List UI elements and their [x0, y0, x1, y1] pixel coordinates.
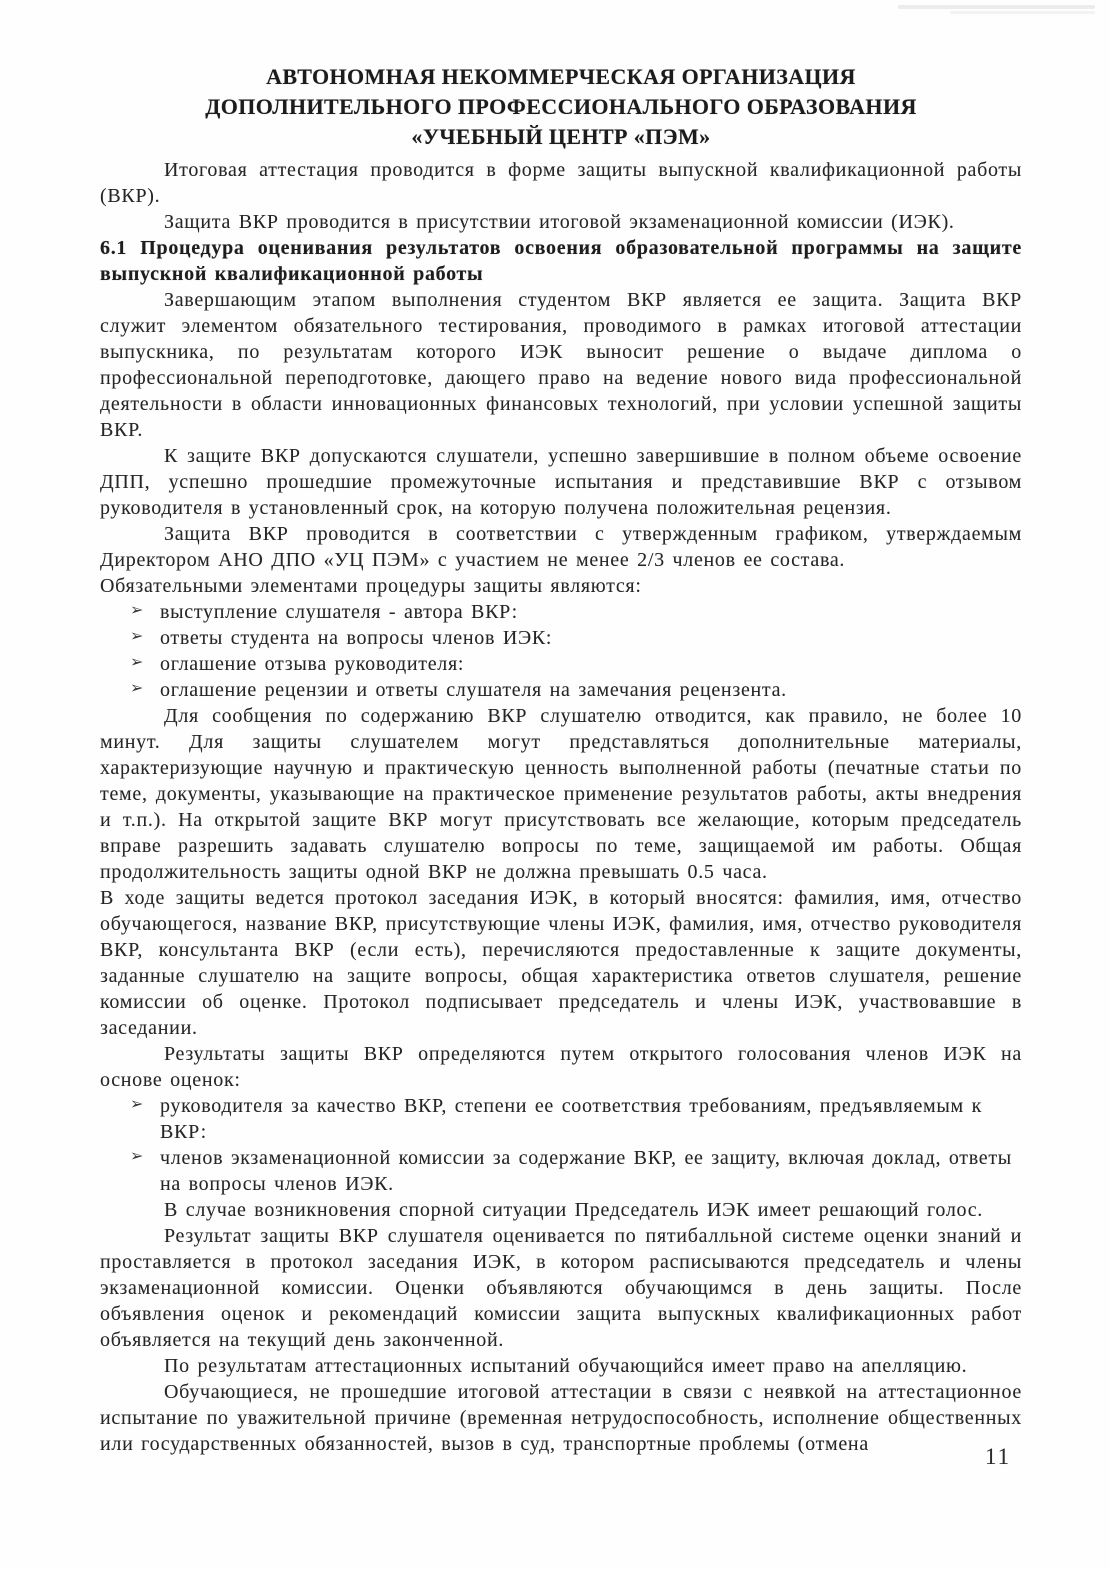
arrow-bullet-icon: ➢	[130, 678, 144, 697]
grade-basis-list	[100, 1093, 1022, 1197]
list-item	[100, 1145, 1022, 1197]
list-item-text: выступление слушателя - автора ВКР:	[160, 601, 518, 623]
paragraph-results-lead: Результаты защиты ВКР определяются путем открытого голосования членов ИЭК на основе оценок:	[100, 1043, 1022, 1091]
list-item-text: ответы студента на вопросы членов ИЭК:	[160, 627, 553, 649]
paragraph-protocol: В ходе защиты ведется протокол заседания ИЭК, в который вносятся: фамилия, имя, отчество обучающегося, название ВКР, присутствующие члены ИЭК, фамилия, имя, отчество руководителя ВКР, консультанта ВКР (если есть), перечисляются предоставленные к защите документы, заданные слушателю на защите вопросы, общая характеристика ответов слушателя, решение комиссии об оценке. Протокол подписывает председатель и члены ИЭК, участвовавшие в заседании.	[100, 887, 1022, 1039]
paragraph-absence: Обучающиеся, не прошедшие итоговой аттестации в связи с неявкой на аттестационное испытание по уважительной причине (временная нетрудоспособность, исполнение общественных или государственных обязанностей, вызов в суд, транспортные проблемы (отмена	[100, 1381, 1022, 1455]
paragraph-grading: Результат защиты ВКР слушателя оценивается по пятибалльной системе оценки знаний и проставляется в протокол заседания ИЭК, в котором расписываются председатель и члены экзаменационной комиссии. Оценки объявляются обучающимся в день защиты. После объявления оценок и рекомендаций комиссии защита выпускных квалификационных работ объявляется на текущий день законченной.	[100, 1225, 1022, 1351]
org-name-line-2: ДОПОЛНИТЕЛЬНОГО ПРОФЕССИОНАЛЬНОГО ОБРАЗОВАНИЯ	[205, 94, 917, 119]
list-item-text: членов экзаменационной комиссии за содержание ВКР, ее защиту, включая доклад, ответы на вопросы членов ИЭК.	[160, 1147, 1012, 1195]
paragraph-schedule: Защита ВКР проводится в соответствии с утвержденным графиком, утверждаемым Директором АНО ДПО «УЦ ПЭМ» с участием не менее 2/3 членов ее состава.	[100, 523, 1022, 571]
section-heading-6-1: 6.1 Процедура оценивания результатов освоения образовательной программы на защите выпускной квалификационной работы	[100, 237, 1022, 285]
document-text-block	[100, 62, 1022, 1457]
scan-artifact-line	[898, 5, 1095, 9]
list-item	[100, 651, 1022, 677]
list-item	[100, 625, 1022, 651]
paragraph-defense-commission: Защита ВКР проводится в присутствии итоговой экзаменационной комиссии (ИЭК).	[164, 211, 955, 233]
paragraph-report-time: Для сообщения по содержанию ВКР слушателю отводится, как правило, не более 10 минут. Для защиты слушателем могут представляться дополнительные материалы, характеризующие научную и практическую ценность выполненной работы (печатные статьи по теме, документы, указывающие на практическое применение результатов работы, акты внедрения и т.п.). На открытой защите ВКР могут присутствовать все желающие, которым председатель вправе разрешить задавать слушателю вопросы по теме, защищаемой им работы. Общая продолжительность защиты одной ВКР не должна превышать 0.5 часа.	[100, 705, 1022, 883]
page-number: 11	[985, 1444, 1012, 1469]
arrow-bullet-icon: ➢	[130, 1094, 144, 1113]
list-item	[100, 599, 1022, 625]
paragraph-chairman-vote: В случае возникновения спорной ситуации Председатель ИЭК имеет решающий голос.	[164, 1199, 983, 1221]
paragraph-elements-lead: Обязательными элементами процедуры защиты являются:	[100, 575, 642, 597]
paragraph-final-attestation: Итоговая аттестация проводится в форме защиты выпускной квалификационной работы (ВКР).	[100, 159, 1022, 207]
arrow-bullet-icon: ➢	[130, 600, 144, 619]
list-item-text: руководителя за качество ВКР, степени ее соответствия требованиям, предъявляемым к ВКР:	[160, 1095, 983, 1143]
list-item-text: оглашение отзыва руководителя:	[160, 653, 465, 675]
list-item	[100, 677, 1022, 703]
paragraph-appeal: По результатам аттестационных испытаний обучающийся имеет право на апелляцию.	[164, 1355, 968, 1377]
org-name-line-3: «УЧЕБНЫЙ ЦЕНТР «ПЭМ»	[411, 124, 711, 149]
list-item-text: оглашение рецензии и ответы слушателя на замечания рецензента.	[160, 679, 787, 701]
paragraph-admission: К защите ВКР допускаются слушатели, успешно завершившие в полном объеме освоение ДПП, успешно прошедшие промежуточные испытания и представившие ВКР с отзывом руководителя в установленный срок, на которую получена положительная рецензия.	[100, 445, 1022, 519]
scan-artifact-line	[950, 11, 1095, 14]
arrow-bullet-icon: ➢	[130, 626, 144, 645]
org-name-line-1: АВТОНОМНАЯ НЕКОММЕРЧЕСКАЯ ОРГАНИЗАЦИЯ	[266, 64, 856, 89]
arrow-bullet-icon: ➢	[130, 1146, 144, 1165]
organization-header	[100, 62, 1022, 152]
list-item	[100, 1093, 1022, 1145]
arrow-bullet-icon: ➢	[130, 652, 144, 671]
defense-elements-list	[100, 599, 1022, 703]
paragraph-final-stage: Завершающим этапом выполнения студентом ВКР является ее защита. Защита ВКР служит элементом обязательного тестирования, проводимого в рамках итоговой аттестации выпускника, по результатам которого ИЭК выносит решение о выдаче диплома о профессиональной переподготовке, дающего право на ведение нового вида профессиональной деятельности в области инновационных финансовых технологий, при условии успешной защиты ВКР.	[100, 289, 1022, 441]
